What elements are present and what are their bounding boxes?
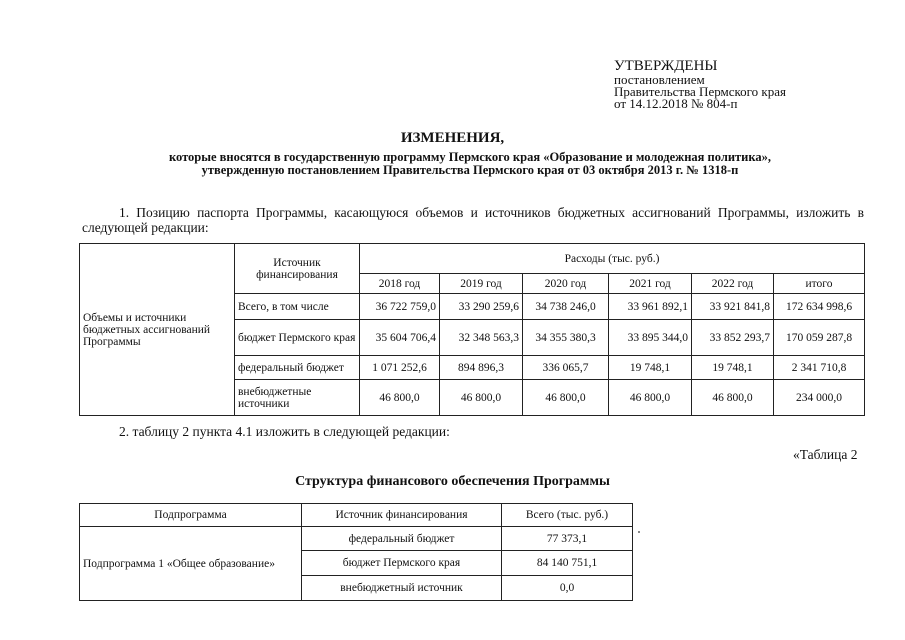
- table-reference: «Таблица 2: [793, 447, 858, 462]
- year-header: 2018 год: [360, 274, 440, 294]
- year-header: 2022 год: [692, 274, 774, 294]
- structure-title: Структура финансового обеспечения Программы: [295, 474, 610, 489]
- total-cell: 77 373,1: [502, 527, 633, 551]
- scan-speck: [638, 531, 640, 533]
- value-cell: 35 604 706,4: [360, 320, 440, 356]
- paragraph-1: 1. Позицию паспорта Программы, касающуюся объемов и источников бюджетных ассигнований Программы, изложить в следующей редакции:: [82, 205, 864, 235]
- source-cell: федеральный бюджет: [302, 527, 502, 551]
- approval-line: постановлением: [614, 72, 705, 87]
- value-cell: 336 065,7: [523, 356, 609, 380]
- value-cell: 46 800,0: [609, 380, 692, 416]
- document-subtitle: [90, 151, 850, 177]
- row-label-cell: Объемы и источники бюджетных ассигнований Программы: [80, 244, 235, 416]
- value-cell: 33 961 892,1: [609, 294, 692, 320]
- value-cell: 34 738 246,0: [523, 294, 609, 320]
- approval-line: Правительства Пермского края: [614, 84, 786, 99]
- source-cell: федеральный бюджет: [235, 356, 360, 380]
- source-cell: бюджет Пермского края: [235, 320, 360, 356]
- value-cell: 19 748,1: [692, 356, 774, 380]
- value-cell: 1 071 252,6: [360, 356, 440, 380]
- table-row: [80, 527, 633, 551]
- column-header: Источник финансирования: [302, 504, 502, 527]
- approval-line: от 14.12.2018 № 804-п: [614, 96, 738, 111]
- source-cell: внебюджетные источники: [235, 380, 360, 416]
- column-header: Подпрограмма: [80, 504, 302, 527]
- document-title: ИЗМЕНЕНИЯ,: [400, 130, 505, 146]
- value-cell: 46 800,0: [360, 380, 440, 416]
- approval-stamp: [614, 59, 786, 110]
- subtitle-line: утвержденную постановлением Правительства Пермского края от 03 октября 2013 г. № 1318-п: [201, 163, 739, 177]
- approval-heading: УТВЕРЖДЕНЫ: [614, 58, 718, 74]
- subtitle-line: которые вносятся в государственную программу Пермского края «Образование и молодежная политика»,: [168, 150, 772, 164]
- source-cell: внебюджетный источник: [302, 576, 502, 601]
- year-header: 2021 год: [609, 274, 692, 294]
- value-cell: 34 355 380,3: [523, 320, 609, 356]
- value-cell: 46 800,0: [440, 380, 523, 416]
- subprogram-cell: Подпрограмма 1 «Общее образование»: [80, 527, 302, 601]
- column-header: Всего (тыс. руб.): [502, 504, 633, 527]
- source-header: Источник финансирования: [235, 244, 360, 294]
- value-cell: 33 921 841,8: [692, 294, 774, 320]
- total-header: итого: [774, 274, 865, 294]
- value-cell: 46 800,0: [692, 380, 774, 416]
- total-cell: 0,0: [502, 576, 633, 601]
- value-cell: 32 348 563,3: [440, 320, 523, 356]
- value-cell: 2 341 710,8: [774, 356, 865, 380]
- value-cell: 36 722 759,0: [360, 294, 440, 320]
- table-header-row: [80, 504, 633, 527]
- value-cell: 234 000,0: [774, 380, 865, 416]
- value-cell: 33 895 344,0: [609, 320, 692, 356]
- total-cell: 84 140 751,1: [502, 551, 633, 576]
- source-cell: Всего, в том числе: [235, 294, 360, 320]
- year-header: 2020 год: [523, 274, 609, 294]
- value-cell: 172 634 998,6: [774, 294, 865, 320]
- paragraph-2: 2. таблицу 2 пункта 4.1 изложить в следующей редакции:: [119, 424, 450, 439]
- source-cell: бюджет Пермского края: [302, 551, 502, 576]
- budget-table: [79, 243, 865, 416]
- expenses-header: Расходы (тыс. руб.): [360, 244, 865, 274]
- value-cell: 894 896,3: [440, 356, 523, 380]
- value-cell: 33 852 293,7: [692, 320, 774, 356]
- year-header: 2019 год: [440, 274, 523, 294]
- value-cell: 46 800,0: [523, 380, 609, 416]
- value-cell: 33 290 259,6: [440, 294, 523, 320]
- financing-structure-table: [79, 503, 633, 601]
- value-cell: 19 748,1: [609, 356, 692, 380]
- value-cell: 170 059 287,8: [774, 320, 865, 356]
